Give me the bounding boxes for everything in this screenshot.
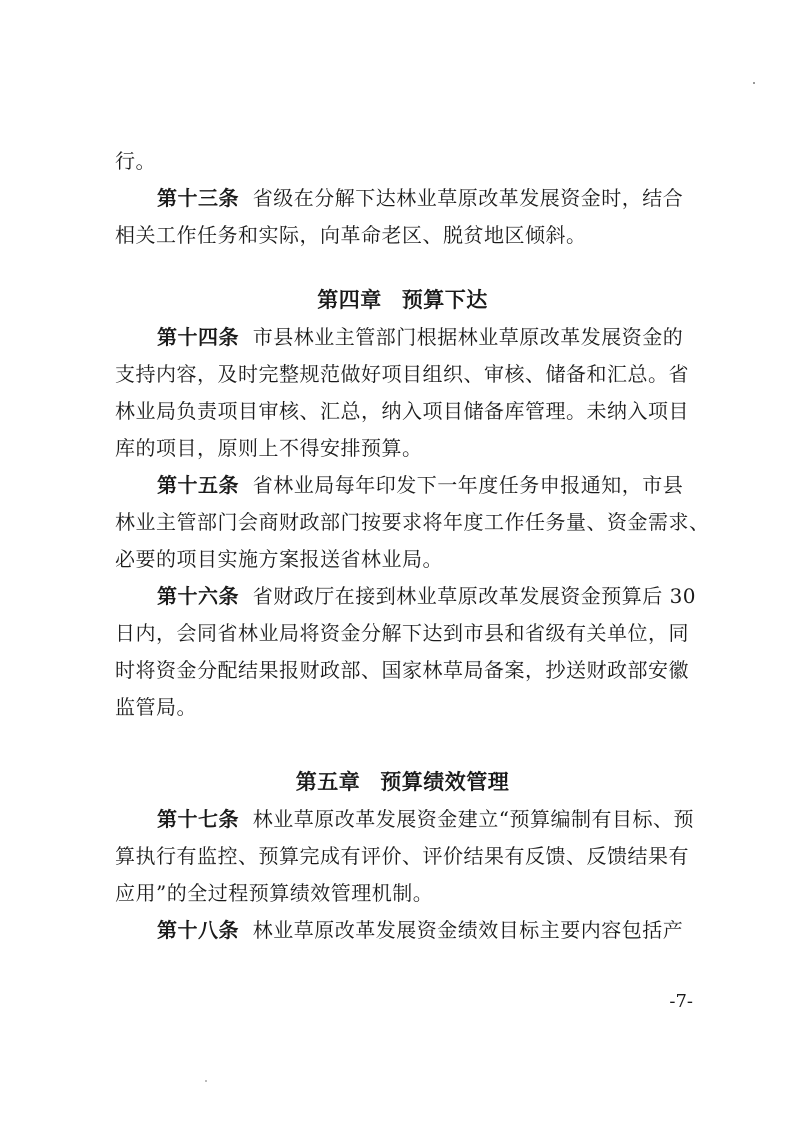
document-body: [115, 143, 710, 949]
scan-speck: [753, 82, 755, 84]
chapter-title: 预算下达: [401, 288, 488, 312]
scan-speck: [205, 1080, 207, 1082]
chapter-heading: [115, 282, 690, 319]
article-label: 第十五条: [157, 473, 239, 497]
text-line: 行。: [115, 149, 156, 173]
text-line: 监管局。: [115, 695, 197, 719]
article-text: 林业草原改革发展资金建立“预算编制有目标、预: [252, 807, 694, 831]
article-13: [115, 180, 690, 217]
text-line: 日内，会同省林业局将资金分解下达到市县和省级有关单位，同: [115, 621, 689, 645]
article-text: 林业草原改革发展资金绩效目标主要内容包括产: [252, 918, 684, 942]
chapter-number: 第四章: [317, 288, 382, 312]
text-line: 林业主管部门会商财政部门按要求将年度工作任务量、资金需求、: [115, 510, 710, 534]
chapter-title: 预算绩效管理: [380, 770, 510, 794]
article-text: 省林业局每年印发下一年度任务申报通知，市县: [252, 473, 684, 497]
article-label: 第十四条: [157, 325, 239, 349]
text-line: 必要的项目实施方案报送省林业局。: [115, 547, 443, 571]
article-17: [115, 801, 694, 838]
chapter-number: 第五章: [295, 770, 361, 794]
article-text: 市县林业主管部门根据林业草原改革发展资金的: [252, 325, 684, 349]
article-label: 第十六条: [157, 584, 239, 608]
article-18: [115, 912, 690, 949]
article-14: [115, 319, 690, 356]
article-16: [115, 578, 697, 615]
article-label: 第十三条: [157, 186, 239, 210]
article-text: 省财政厅在接到林业草原改革发展资金预算后 30: [252, 584, 697, 608]
article-label: 第十七条: [157, 807, 239, 831]
page-number: -7-: [669, 991, 693, 1012]
chapter-heading: [115, 764, 690, 801]
text-line: 林业局负责项目审核、汇总，纳入项目储备库管理。未纳入项目: [115, 399, 689, 423]
article-text: 省级在分解下达林业草原改革发展资金时，结合: [252, 186, 684, 210]
text-line: 库的项目，原则上不得安排预算。: [115, 436, 423, 460]
text-line: 时将资金分配结果报财政部、国家林草局备案，抄送财政部安徽: [115, 658, 689, 682]
text-line: 支持内容，及时完整规范做好项目组织、审核、储备和汇总。省: [115, 362, 689, 386]
article-15: [115, 467, 690, 504]
article-label: 第十八条: [157, 918, 239, 942]
text-line: 相关工作任务和实际，向革命老区、脱贫地区倾斜。: [115, 223, 587, 247]
text-line: 算执行有监控、预算完成有评价、评价结果有反馈、反馈结果有: [115, 844, 689, 868]
text-line: 应用”的全过程预算绩效管理机制。: [115, 881, 434, 905]
